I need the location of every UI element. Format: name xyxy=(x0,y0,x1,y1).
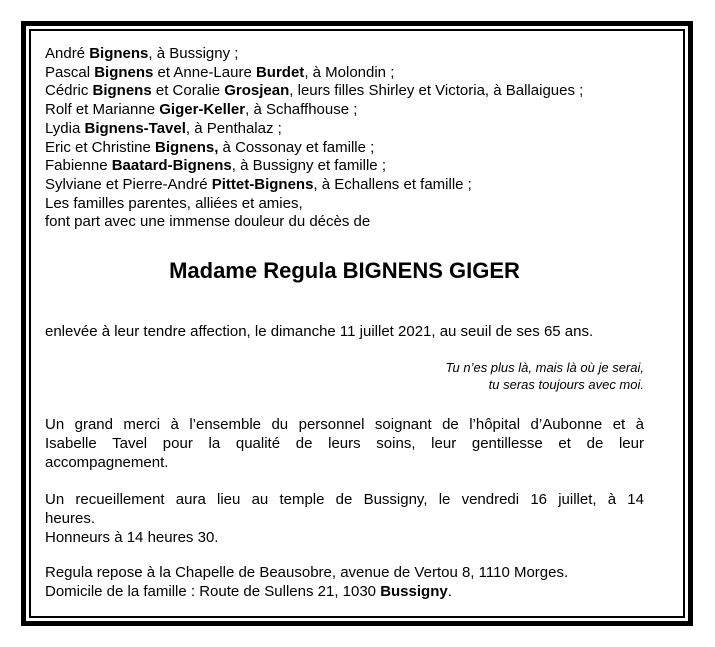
outer-border-frame xyxy=(21,21,693,626)
inner-border-frame xyxy=(29,29,685,618)
family-line-10: font part avec une immense douleur du décès de xyxy=(45,213,371,231)
family-line-3: Cédric Bignens et Coralie Grosjean, leurs filles Shirley et Victoria, à Ballaigues ; xyxy=(45,82,584,100)
memorial-quote-line-1: Tu n’es plus là, mais là où je serai, xyxy=(445,360,644,376)
thanks-paragraph xyxy=(45,415,644,472)
ceremony-paragraph xyxy=(45,490,644,547)
memorial-quote-line-2: tu seras toujours avec moi. xyxy=(488,377,644,393)
deceased-name-title: Madame Regula BIGNENS GIGER xyxy=(169,258,520,284)
death-date-line: enlevée à leur tendre affection, le dimanche 11 juillet 2021, au seuil de ses 65 ans. xyxy=(45,323,594,341)
resting-place-line: Regula repose à la Chapelle de Beausobre, avenue de Vertou 8, 1110 Morges. xyxy=(45,564,569,582)
family-line-7: Fabienne Baatard-Bignens, à Bussigny et famille ; xyxy=(45,157,386,175)
family-line-5: Lydia Bignens-Tavel, à Penthalaz ; xyxy=(45,119,282,137)
thanks-line-1: Un grand merci à l’ensemble du personnel soignant de l’hôpital d’Aubonne et à xyxy=(45,416,644,434)
family-announcement-block xyxy=(45,45,644,232)
resting-paragraph xyxy=(45,563,644,601)
family-line-8: Sylviane et Pierre-André Pittet-Bignens, à Echallens et famille ; xyxy=(45,175,472,193)
ceremony-line-2: heures. xyxy=(45,510,96,528)
ceremony-line-1: Un recueillement aura lieu au temple de Bussigny, le vendredi 16 juillet, à 14 xyxy=(45,491,644,509)
family-line-4: Rolf et Marianne Giger-Keller, à Schaffhouse ; xyxy=(45,101,358,119)
family-line-9: Les familles parentes, alliées et amies, xyxy=(45,194,303,212)
family-line-1: André Bignens, à Bussigny ; xyxy=(45,45,239,62)
memorial-quote xyxy=(45,359,644,393)
family-address-line: Domicile de la famille : Route de Sullens 21, 1030 Bussigny. xyxy=(45,583,452,601)
thanks-line-3: accompagnement. xyxy=(45,454,169,472)
thanks-line-2: Isabelle Tavel pour la qualité de leurs soins, leur gentillesse et de leur xyxy=(45,435,644,453)
honors-line: Honneurs à 14 heures 30. xyxy=(45,529,219,547)
family-line-2: Pascal Bignens et Anne-Laure Burdet, à Molondin ; xyxy=(45,63,395,81)
family-line-6: Eric et Christine Bignens, à Cossonay et famille ; xyxy=(45,138,375,156)
